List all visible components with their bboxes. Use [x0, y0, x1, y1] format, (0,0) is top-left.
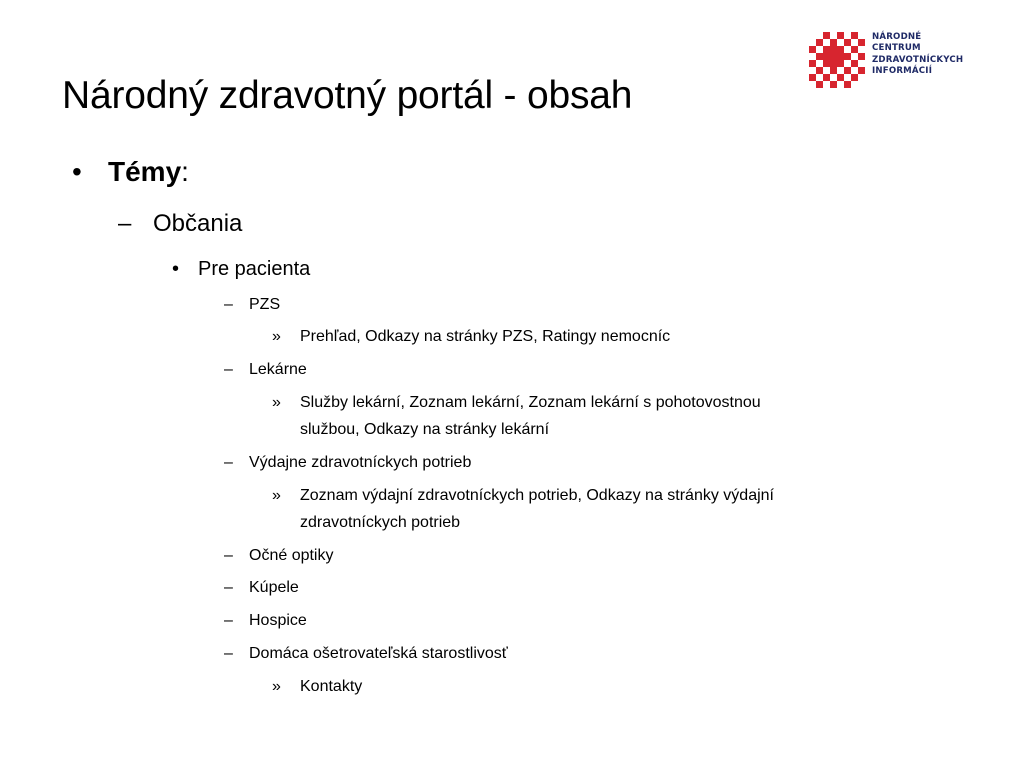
logo-square	[830, 53, 837, 60]
slide-title: Národný zdravotný portál - obsah	[62, 74, 633, 117]
list-item-temy	[108, 155, 189, 189]
list-item-obcania: Občania	[153, 210, 243, 237]
logo-square	[851, 32, 858, 39]
dash-marker: –	[224, 296, 233, 313]
list-item-vydajne: Výdajne zdravotníckych potrieb	[249, 454, 472, 471]
logo-square	[837, 60, 844, 67]
bullet-marker: •	[172, 258, 180, 280]
logo-square	[823, 60, 830, 67]
logo-square	[809, 60, 816, 67]
logo-square	[851, 46, 858, 53]
dash-marker: –	[224, 454, 233, 471]
dash-marker: –	[224, 547, 233, 564]
logo-square	[837, 32, 844, 39]
logo-square	[851, 60, 858, 67]
logo-square	[837, 46, 844, 53]
logo-square	[837, 53, 844, 60]
dash-marker: –	[118, 210, 132, 237]
list-item-pre-pacienta: Pre pacienta	[198, 258, 311, 280]
temy-label: Témy	[108, 156, 182, 187]
list-item-hospice: Hospice	[249, 612, 307, 629]
logo-square	[830, 67, 837, 74]
logo-line-4: INFORMÁCIÍ	[872, 66, 933, 77]
logo-square	[858, 67, 865, 74]
list-item-vydajne-detail-1: Zoznam výdajní zdravotníckych potrieb, Odkazy na stránky výdajní	[300, 487, 774, 504]
logo-square	[844, 53, 851, 60]
logo-square	[816, 81, 823, 88]
list-item-lekarne-detail-1: Služby lekární, Zoznam lekární, Zoznam lekární s pohotovostnou	[300, 394, 761, 411]
logo-square	[844, 67, 851, 74]
logo-square	[823, 74, 830, 81]
logo-square	[844, 39, 851, 46]
logo-line-3: ZDRAVOTNÍCKYCH	[872, 54, 964, 65]
list-item-vydajne-detail-2: zdravotníckych potrieb	[300, 514, 461, 531]
list-item-pzs-detail: Prehľad, Odkazy na stránky PZS, Ratingy nemocníc	[300, 328, 671, 345]
dash-marker: –	[224, 612, 233, 629]
logo-square	[823, 32, 830, 39]
list-item-lekarne-detail-2: službou, Odkazy na stránky lekární	[300, 421, 550, 438]
dash-marker: –	[224, 645, 233, 662]
logo-square	[823, 53, 830, 60]
nczi-logo	[809, 32, 1009, 92]
raquo-marker: »	[272, 328, 281, 345]
raquo-marker: »	[272, 394, 281, 411]
checkerboard-logo-icon	[809, 32, 865, 88]
bullet-marker: •	[72, 156, 82, 187]
logo-square	[858, 53, 865, 60]
logo-square	[823, 46, 830, 53]
list-item-pzs: PZS	[249, 296, 281, 313]
logo-square	[851, 74, 858, 81]
logo-text	[872, 32, 963, 78]
list-item-ocne-optiky: Očné optiky	[249, 547, 334, 564]
logo-square	[830, 60, 837, 67]
list-item-kupele: Kúpele	[249, 579, 299, 596]
logo-square	[809, 46, 816, 53]
dash-marker: –	[224, 361, 233, 378]
logo-square	[837, 74, 844, 81]
logo-square	[830, 81, 837, 88]
list-item-kontakty: Kontakty	[300, 678, 363, 695]
logo-line-1: NÁRODNÉ	[872, 32, 922, 42]
logo-square	[830, 46, 837, 53]
logo-square	[830, 39, 837, 46]
dash-marker: –	[224, 579, 233, 596]
logo-square	[816, 39, 823, 46]
logo-square	[816, 67, 823, 74]
raquo-marker: »	[272, 487, 281, 504]
logo-square	[844, 81, 851, 88]
list-item-domaca: Domáca ošetrovateľská starostlivosť	[249, 645, 508, 662]
raquo-marker: »	[272, 678, 281, 695]
temy-colon: :	[181, 156, 189, 187]
logo-square	[809, 74, 816, 81]
list-item-lekarne: Lekárne	[249, 361, 307, 378]
logo-square	[858, 39, 865, 46]
logo-line-2: CENTRUM	[872, 43, 921, 54]
logo-square	[816, 53, 823, 60]
